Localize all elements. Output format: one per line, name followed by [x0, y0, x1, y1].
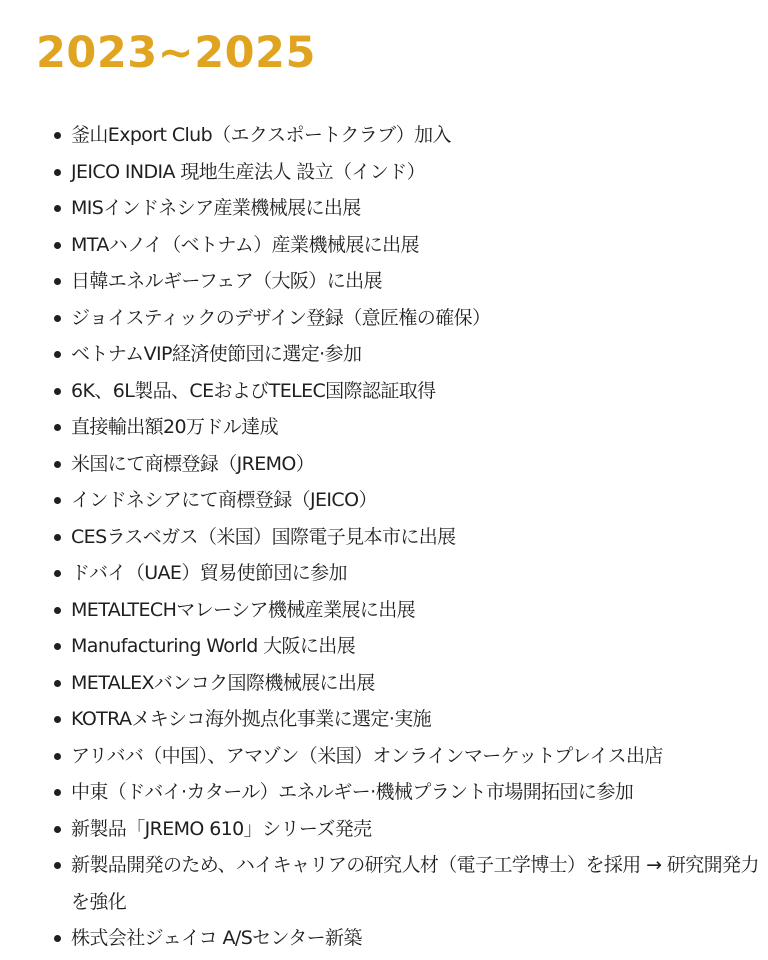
list-item-text: アリババ（中国）、アマゾン（米国）オンラインマーケットプレイス出店	[71, 744, 663, 767]
bullet-icon	[54, 351, 61, 358]
list-item-text: 直接輸出額20万ドル達成	[71, 416, 278, 438]
list-item-text: CESラスベガス（米国）国際電子見本市に出展	[71, 525, 456, 548]
list-item-text: 株式会社ジェイコ A/Sセンター新築	[71, 927, 362, 949]
list-item-text: ベトナムVIP経済使節団に選定·参加	[71, 343, 362, 365]
list-item	[0, 300, 768, 337]
list-item	[0, 482, 768, 519]
list-item	[0, 263, 768, 300]
bullet-icon	[54, 826, 61, 833]
bullet-icon	[54, 789, 61, 796]
list-item-text: MTAハノイ（ベトナム）産業機械展に出展	[71, 233, 419, 256]
list-item	[0, 336, 768, 373]
bullet-icon	[54, 242, 61, 249]
bullet-icon	[54, 643, 61, 650]
list-item-text: 日韓エネルギーフェア（大阪）に出展	[71, 270, 382, 292]
list-item-text: 中東（ドバイ·カタール）エネルギー·機械プラント市場開拓団に参加	[71, 781, 634, 803]
list-item	[0, 665, 768, 702]
bullet-icon	[54, 570, 61, 577]
list-item-text: MISインドネシア産業機械展に出展	[71, 197, 361, 219]
bullet-icon	[54, 132, 61, 139]
list-item	[0, 592, 768, 629]
list-item	[0, 847, 768, 920]
bullet-icon	[54, 169, 61, 176]
list-item-text: 新製品開発のため、ハイキャリアの研究人材（電子工学博士）を採用 → 研究開発力を強化	[71, 854, 759, 913]
list-item	[0, 190, 768, 227]
list-item-text: JEICO INDIA 現地生産法人 設立（インド）	[71, 160, 426, 183]
bullet-icon	[54, 680, 61, 687]
list-item	[0, 774, 768, 811]
bullet-icon	[54, 935, 61, 942]
bullet-icon	[54, 862, 61, 869]
list-item-text: 米国にて商標登録（JREMO）	[71, 452, 315, 475]
list-item-text: Manufacturing World 大阪に出展	[71, 635, 356, 657]
list-item	[0, 920, 768, 957]
list-item	[0, 227, 768, 264]
bullet-icon	[54, 388, 61, 395]
list-item	[0, 628, 768, 665]
list-item	[0, 373, 768, 410]
bullet-icon	[54, 424, 61, 431]
list-item-text: ジョイスティックのデザイン登録（意匠権の確保）	[71, 306, 491, 329]
bullet-icon	[54, 534, 61, 541]
list-item-text: METALEXバンコク国際機械展に出展	[71, 671, 375, 694]
list-item	[0, 701, 768, 738]
bullet-icon	[54, 315, 61, 322]
list-item-text: KOTRAメキシコ海外拠点化事業に選定·実施	[71, 708, 432, 730]
list-item	[0, 555, 768, 592]
list-item	[0, 519, 768, 556]
list-item	[0, 154, 768, 191]
year-range-heading: 2023~2025	[36, 28, 316, 78]
bullet-icon	[54, 607, 61, 614]
list-item	[0, 446, 768, 483]
bullet-icon	[54, 753, 61, 760]
list-item	[0, 738, 768, 775]
list-item-text: インドネシアにて商標登録（JEICO）	[71, 489, 377, 511]
list-item	[0, 117, 768, 154]
list-item-text: 釜山Export Club（エクスポートクラブ）加入	[71, 124, 451, 146]
list-item	[0, 409, 768, 446]
list-item-text: ドバイ（UAE）貿易使節団に参加	[71, 562, 347, 584]
list-item	[0, 811, 768, 848]
bullet-icon	[54, 278, 61, 285]
bullet-icon	[54, 497, 61, 504]
bullet-icon	[54, 716, 61, 723]
bullet-icon	[54, 461, 61, 468]
bullet-icon	[54, 205, 61, 212]
list-item-text: 6K、6L製品、CEおよびTELEC国際認証取得	[71, 379, 436, 402]
history-list	[0, 117, 768, 957]
list-item-text: 新製品「JREMO 610」シリーズ発売	[71, 817, 372, 840]
list-item-text: METALTECHマレーシア機械産業展に出展	[71, 598, 416, 621]
